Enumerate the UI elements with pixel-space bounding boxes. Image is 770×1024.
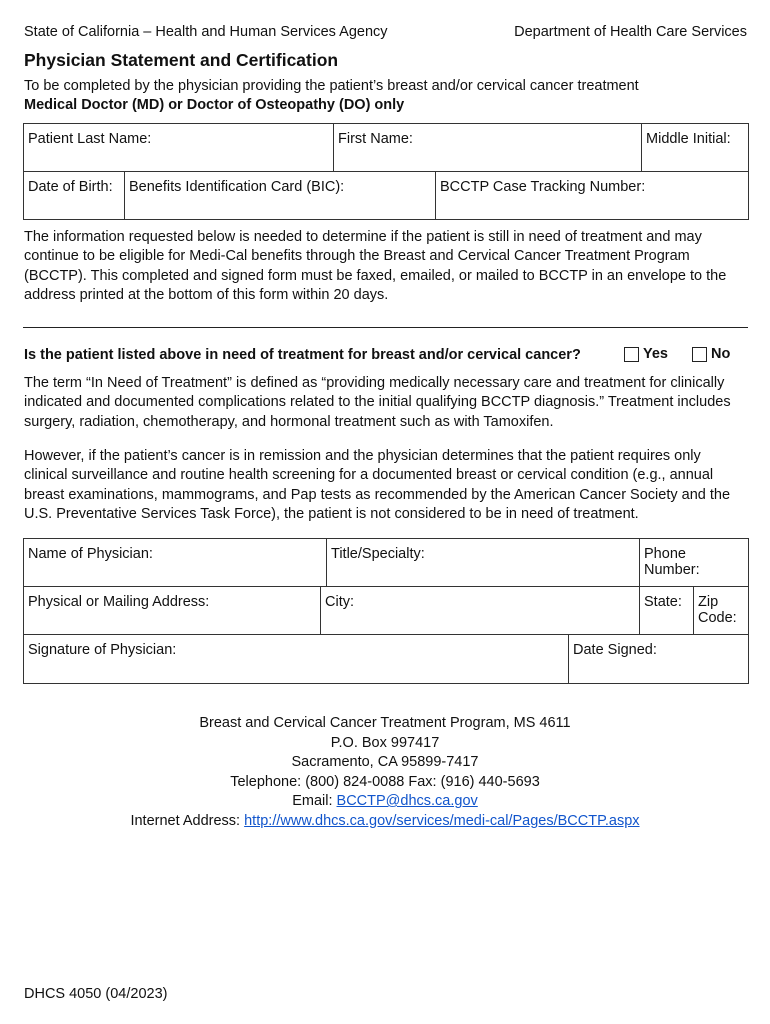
signature-field[interactable] (24, 635, 569, 684)
no-checkbox-box[interactable] (692, 347, 707, 362)
program-address-block (0, 714, 770, 831)
date-of-birth-label: Date of Birth: (28, 179, 113, 195)
phone-number-field[interactable] (640, 539, 749, 587)
patient-first-name-field[interactable] (334, 124, 642, 172)
remission-paragraph: However, if the patient’s cancer is in remission and the physician determines that the patient requires only clinical surveillance and routine health screening for a documented breast or cervical condition (e.g., annual breast examinations, mammograms, and Pap tests as recommended by the American Cancer Society and the U.S. Preventative Services Task Force), the patient is not considered to be in need of treatment. (24, 448, 731, 523)
date-signed-label: Date Signed: (573, 642, 657, 658)
internet-label: Internet Address: (130, 812, 245, 829)
yes-checkbox-box[interactable] (624, 347, 639, 362)
physician-name-field[interactable] (24, 539, 327, 587)
patient-first-name-label: First Name: (338, 131, 413, 147)
title-specialty-field[interactable] (327, 539, 640, 587)
telephone-fax: Telephone: (800) 824-0088 Fax: (916) 440-5693 (230, 773, 540, 790)
form-number: DHCS 4050 (04/2023) (24, 986, 168, 1002)
email-link[interactable]: BCCTP@dhcs.ca.gov (336, 793, 478, 809)
state-field[interactable] (640, 587, 694, 635)
internet-link[interactable]: http://www.dhcs.ca.gov/services/medi-cal/Pages/BCCTP.aspx (244, 812, 640, 829)
form-eligibility-note: Medical Doctor (MD) or Doctor of Osteopathy (DO) only (24, 97, 405, 113)
date-signed-field[interactable] (569, 635, 749, 684)
title-specialty-label: Title/Specialty: (331, 546, 425, 562)
yes-checkbox-label: Yes (643, 346, 668, 362)
phone-number-label: Phone Number: (644, 546, 700, 578)
po-box: P.O. Box 997417 (330, 734, 440, 751)
bic-label: Benefits Identification Card (BIC): (129, 179, 345, 195)
city-state-zip: Sacramento, CA 95899-7417 (291, 754, 479, 770)
section-divider (23, 327, 748, 328)
state-label: State: (644, 594, 682, 610)
form-title: Physician Statement and Certification (24, 50, 339, 70)
address-label: Physical or Mailing Address: (28, 594, 210, 610)
email-label: Email: (292, 793, 337, 809)
signature-label: Signature of Physician: (28, 642, 177, 658)
patient-middle-initial-field[interactable] (642, 124, 749, 172)
city-label: City: (325, 594, 354, 610)
patient-last-name-label: Patient Last Name: (28, 131, 152, 147)
email-line (0, 792, 770, 812)
program-name: Breast and Cervical Cancer Treatment Program, MS 4611 (199, 715, 571, 731)
intro-paragraph: The information requested below is needed to determine if the patient is still in need of treatment and may continue to be eligible for Medi-Cal benefits through the Breast and Cervical Cancer Treatment Program (BCCTP). This completed and signed form must be faxed, emailed, or mailed to BCCTP in an envelope to the address printed at the bottom of this form within 20 days. (24, 229, 727, 304)
no-checkbox-label: No (711, 346, 731, 362)
zip-code-field[interactable] (694, 587, 749, 635)
date-of-birth-field[interactable] (24, 172, 125, 220)
physician-name-label: Name of Physician: (28, 546, 153, 562)
case-tracking-number-label: BCCTP Case Tracking Number: (440, 179, 646, 195)
agency-header: State of California – Health and Human Services Agency (24, 24, 388, 40)
treatment-question: Is the patient listed above in need of treatment for breast and/or cervical cancer? (24, 347, 581, 363)
physician-info-table (23, 538, 749, 684)
patient-last-name-field[interactable] (24, 124, 334, 172)
department-header: Department of Health Care Services (514, 24, 747, 40)
patient-middle-initial-label: Middle Initial: (646, 131, 731, 147)
city-field[interactable] (321, 587, 640, 635)
form-instructions: To be completed by the physician providing the patient’s breast and/or cervical cancer treatment (24, 78, 639, 94)
no-checkbox[interactable] (692, 346, 730, 362)
bic-field[interactable] (125, 172, 436, 220)
case-tracking-number-field[interactable] (436, 172, 749, 220)
address-field[interactable] (24, 587, 321, 635)
internet-line (0, 812, 770, 832)
yes-checkbox[interactable] (624, 346, 668, 362)
zip-code-label: Zip Code: (698, 594, 737, 626)
definition-paragraph: The term “In Need of Treatment” is defined as “providing medically necessary care and treatment for clinically indicated and documented complications related to the initial qualifying BCCTP diagnosis.” Treatment includes surgery, radiation, chemotherapy, and hormonal treatment such as with Tamoxifen. (24, 375, 731, 430)
patient-info-table (23, 123, 749, 220)
